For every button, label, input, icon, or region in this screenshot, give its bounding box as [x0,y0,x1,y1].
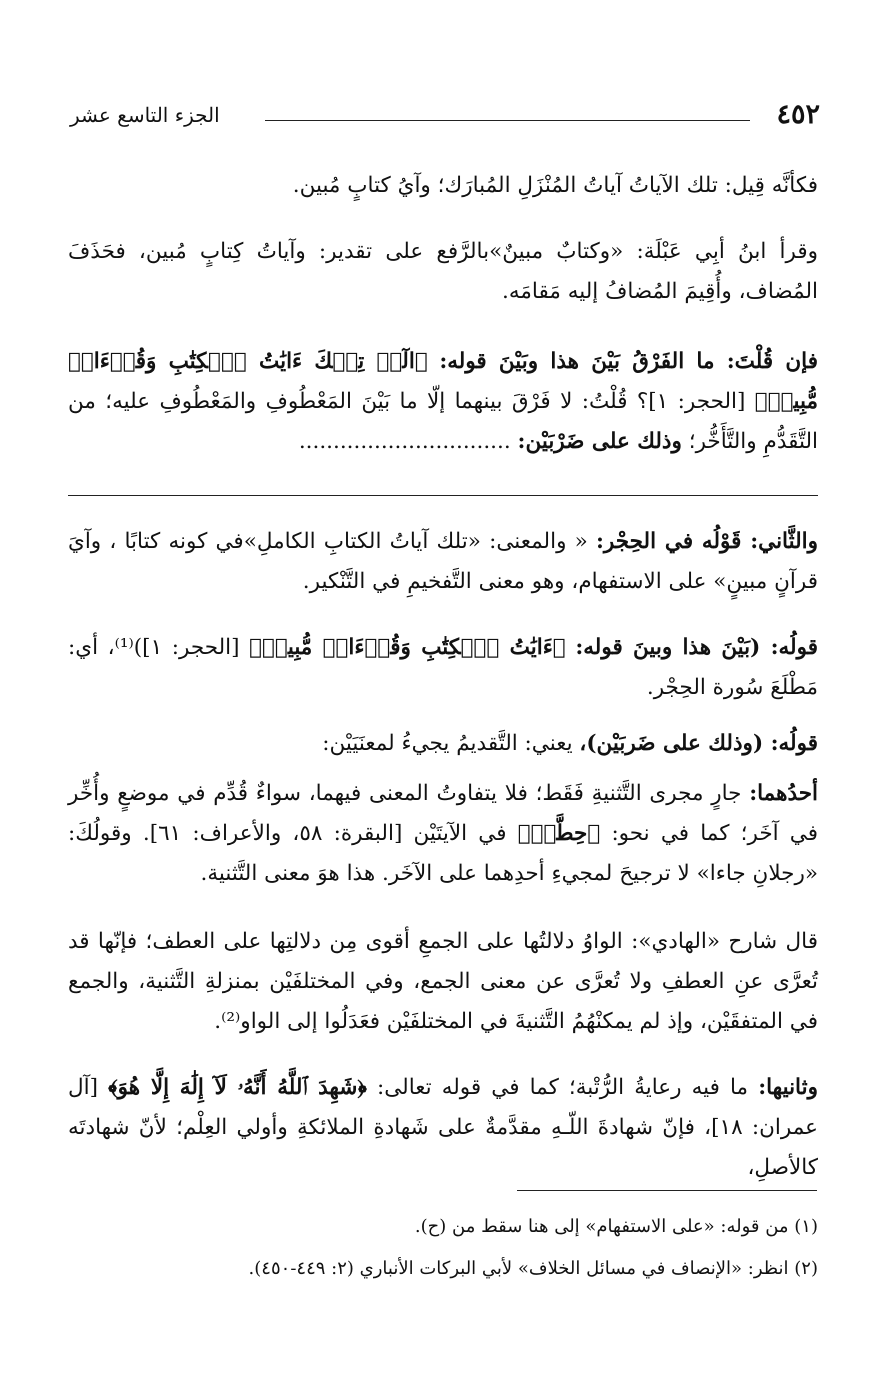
commentary-lead: والثَّاني: قَوْلُه في الحِجْر: [595,529,818,554]
commentary-lead: وثانيها: [758,1075,818,1100]
ellipsis-dots: ............................... [298,429,511,454]
commentary-text: يعني: التَّقديمُ يجيءُ لمعنَيَيْن: [322,731,573,756]
commentary-text: في الآيتَيْن [البقرة: ٥٨، والأعراف: ٦١]. وقولُكَ: «رجلانِ جاءا» لا ترجيحَ لمجيءِ أحدِهما على الآخَر. هذا هوَ معنى التَّثنية. [68,821,818,886]
commentary-text: جارٍ مجرى التَّثنيةِ فَقَط؛ فلا يتفاوتُ المعنى فيهما، سواءٌ قُدِّم في موضعٍ وأُخِّر في آخَر؛ كما في نحو: [68,781,819,846]
quran-verse: ﴿حِطَّةٞ﴾ [517,821,601,846]
commentary-paragraph-3 [68,724,818,764]
header-rule [265,120,750,121]
main-paragraph-1 [68,166,818,206]
commentary-paragraph-5 [68,922,818,1042]
main-text: وقرأ ابنُ أبِي عَبْلَة: «وكتابٌ مبينٌ»بالرَّفع على تقدير: وآياتُ كِتابٍ مُبين، فحَذَفَ المُضاف، وأُقِيمَ المُضافُ إليه مَقامَه. [68,239,818,304]
commentary-lead: أحدُهما: [749,781,818,806]
commentary-text: « والمعنى: «تلك آياتُ الكتابِ الكاملِ»في كونه كتابًا ، وآيَ قرآنٍ مبينٍ» على الاستفهام، وهو معنى التَّفخيمِ في التَّنْكير. [68,529,818,594]
commentary-separator [68,495,818,496]
footnote-text: (١) من قوله: «على الاستفهام» إلى هنا سقط من (ح). [414,1216,818,1237]
quran-verse: ﴿شَهِدَ ٱللَّهُ أَنَّهُۥ لَآ إِلَٰهَ إِلَّا هُوَ﴾ [108,1075,367,1100]
commentary-paragraph-4 [68,774,818,894]
footnote-2 [68,1254,818,1284]
question-lead: فإن قُلْتَ: ما الفَرْقُ بَيْنَ هذا وبَيْنَ قوله: [439,349,818,374]
main-text: فكأنَّه قِيل: تلك الآياتُ آياتُ المُنْزَلِ المُبارَك؛ وآيُ كتابٍ مُبين. [292,173,818,198]
commentary-text: قال شارح «الهادي»: الواوُ دلالتُها على الجمعِ أقوى مِن دلالتِها على العطف؛ فإنّها قد تُعرَّى عنِ العطفِ ولا تُعرَّى عن معنى الجمع، وفي المختلفَيْن بمنزلةِ التَّثنية، والجمع في المتفقَيْن، وإذ لم يمكنْهُمُ التَّثنيةَ في المختلفَيْن فعَدَلُوا إلى الواو⁽²⁾. [68,929,818,1034]
commentary-lead: قولُه: (وذلك على ضَربَيْن)، [579,731,818,756]
running-title: الجزء التاسع عشر [70,103,220,127]
commentary-paragraph-6 [68,1068,818,1188]
commentary-text: ما فيه رعايةُ الرُّتْبة؛ كما في قوله تعالى: [376,1075,749,1100]
page-number: ٤٥٢ [776,99,820,130]
commentary-text: [الحجر: ١])⁽¹⁾، أي: مَطْلَعَ سُورة الحِجْر. [68,635,818,700]
page-header [70,98,820,138]
quran-verse: ﴿ءَايَٰتُ ٱلۡكِتَٰبِ وَقُرۡءَانٖ مُّبِينٖ﴾ [249,635,566,660]
commentary-paragraph-2 [68,628,818,708]
main-paragraph-2 [68,232,818,312]
quran-verse: ﴿الٓرۚ تِلۡكَ ءَايَٰتُ ٱلۡكِتَٰبِ وَقُرۡءَانٖ مُّبِينٖ﴾ [68,349,818,414]
main-text: [الحجر: ١]؟ قُلْتُ: لا فَرْقَ بينهما إلّا ما بَيْنَ المَعْطُوفِ والمَعْطُوفِ عليه؛ من التَّقَدُّمِ والتَّأَخُّر؛ [68,389,818,454]
main-text-bold: وذلك على ضَرْبَيْن: [517,429,682,454]
footnote-1 [68,1212,818,1242]
commentary-text: [آل عمران: ١٨]، فإنّ شهادةَ اللّـهِ مقدَّمةٌ على شَهادةِ الملائكةِ وأولي العِلْم؛ لأنّ شهادتَه كالأصلِ، [68,1075,819,1180]
commentary-paragraph-1 [68,522,818,602]
footnote-text: (٢) انظر: «الإنصاف في مسائل الخلاف» لأبي البركات الأنباري (٢: ٤٤٩-٤٥٠). [248,1258,818,1279]
commentary-lead: قولُه: (بَيْنَ هذا وبينَ قوله: [575,635,818,660]
footnote-separator [517,1190,817,1191]
main-paragraph-3 [68,342,818,462]
